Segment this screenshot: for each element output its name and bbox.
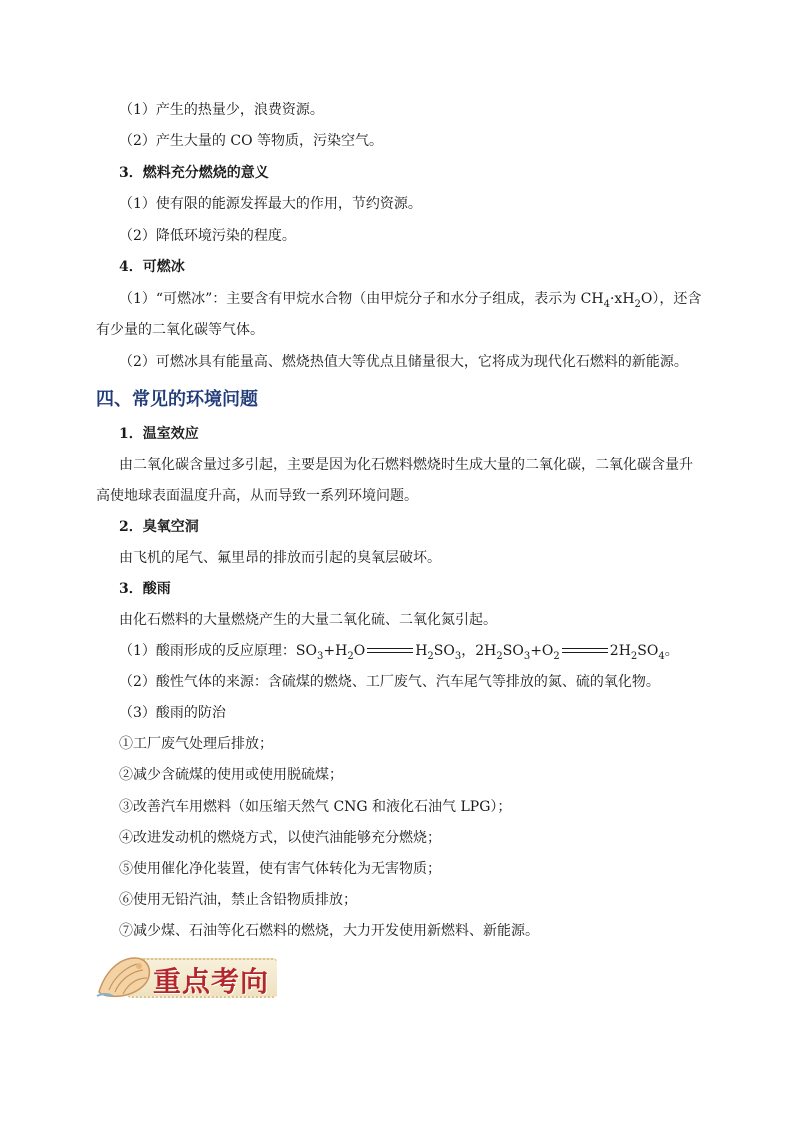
text-line: （1）“可燃冰”：主要含有甲烷水合物（由甲烷分子和水分子组成，表示为 $CH_4\cdot xH_2O$），还含	[119, 291, 702, 310]
list-item: ④改进发动机的燃烧方式，以使汽油能够充分燃烧；	[119, 830, 441, 846]
text-line: （2）降低环境污染的程度。	[119, 228, 296, 244]
list-item: ③改善汽车用燃料（如压缩天然气 CNG 和液化石油气 LPG）；	[119, 799, 512, 815]
subheading: 3．燃料充分燃烧的意义	[119, 165, 269, 181]
text-line: （1）使有限的能源发挥最大的作用，节约资源。	[119, 196, 422, 212]
subheading: 4．可燃冰	[119, 259, 185, 275]
text-line: 有少量的二氧化碳等气体。	[96, 322, 264, 338]
equals-sign-icon	[367, 646, 413, 656]
text-line: （2）产生大量的 CO 等物质，污染空气。	[119, 133, 383, 149]
subheading: 1．温室效应	[119, 426, 199, 442]
banner-title: 重点考向	[153, 965, 270, 998]
equals-sign-icon	[562, 646, 608, 656]
text-line: 由二氧化碳含量过多引起，主要是因为化石燃料燃烧时生成大量的二氧化碳，二氧化碳含量升	[119, 457, 693, 473]
section-heading: 四、常见的环境问题	[96, 389, 258, 410]
text-line: （1）产生的热量少，浪费资源。	[119, 102, 324, 118]
conch-shell-icon	[95, 952, 153, 1000]
text-line: （3）酸雨的防治	[119, 705, 226, 721]
reaction-equation-line: （1）酸雨形成的反应原理：$SO_3+H_2O$ $H_2SO_3$，$2H_2SO_3+O_2$ $2H_2SO_4$。	[119, 643, 679, 662]
text-line: （2）酸性气体的来源：含硫煤的燃烧、工厂废气、汽车尾气等排放的氮、硫的氧化物。	[119, 674, 660, 690]
text-line: 高使地球表面温度升高，从而导致一系列环境问题。	[96, 488, 418, 504]
list-item: ⑥使用无铅汽油，禁止含铅物质排放；	[119, 892, 357, 908]
subheading: 2．臭氧空洞	[119, 519, 199, 535]
list-item: ①工厂废气处理后排放；	[119, 736, 273, 752]
list-item: ⑦减少煤、石油等化石燃料的燃烧，大力开发使用新燃料、新能源。	[119, 923, 539, 939]
subheading: 3．酸雨	[119, 581, 171, 597]
list-item: ②减少含硫煤的使用或使用脱硫煤；	[119, 767, 343, 783]
list-item: ⑤使用催化净化装置，使有害气体转化为无害物质；	[119, 861, 441, 877]
text-line: （2）可燃冰具有能量高、燃烧热值大等优点且储量很大，它将成为现代化石燃料的新能源。	[119, 354, 688, 370]
text-line: 由飞机的尾气、氟里昂的排放而引起的臭氧层破坏。	[119, 550, 441, 566]
text-line: 由化石燃料的大量燃烧产生的大量二氧化硫、二氧化氮引起。	[119, 612, 497, 628]
section-banner	[95, 950, 285, 1002]
